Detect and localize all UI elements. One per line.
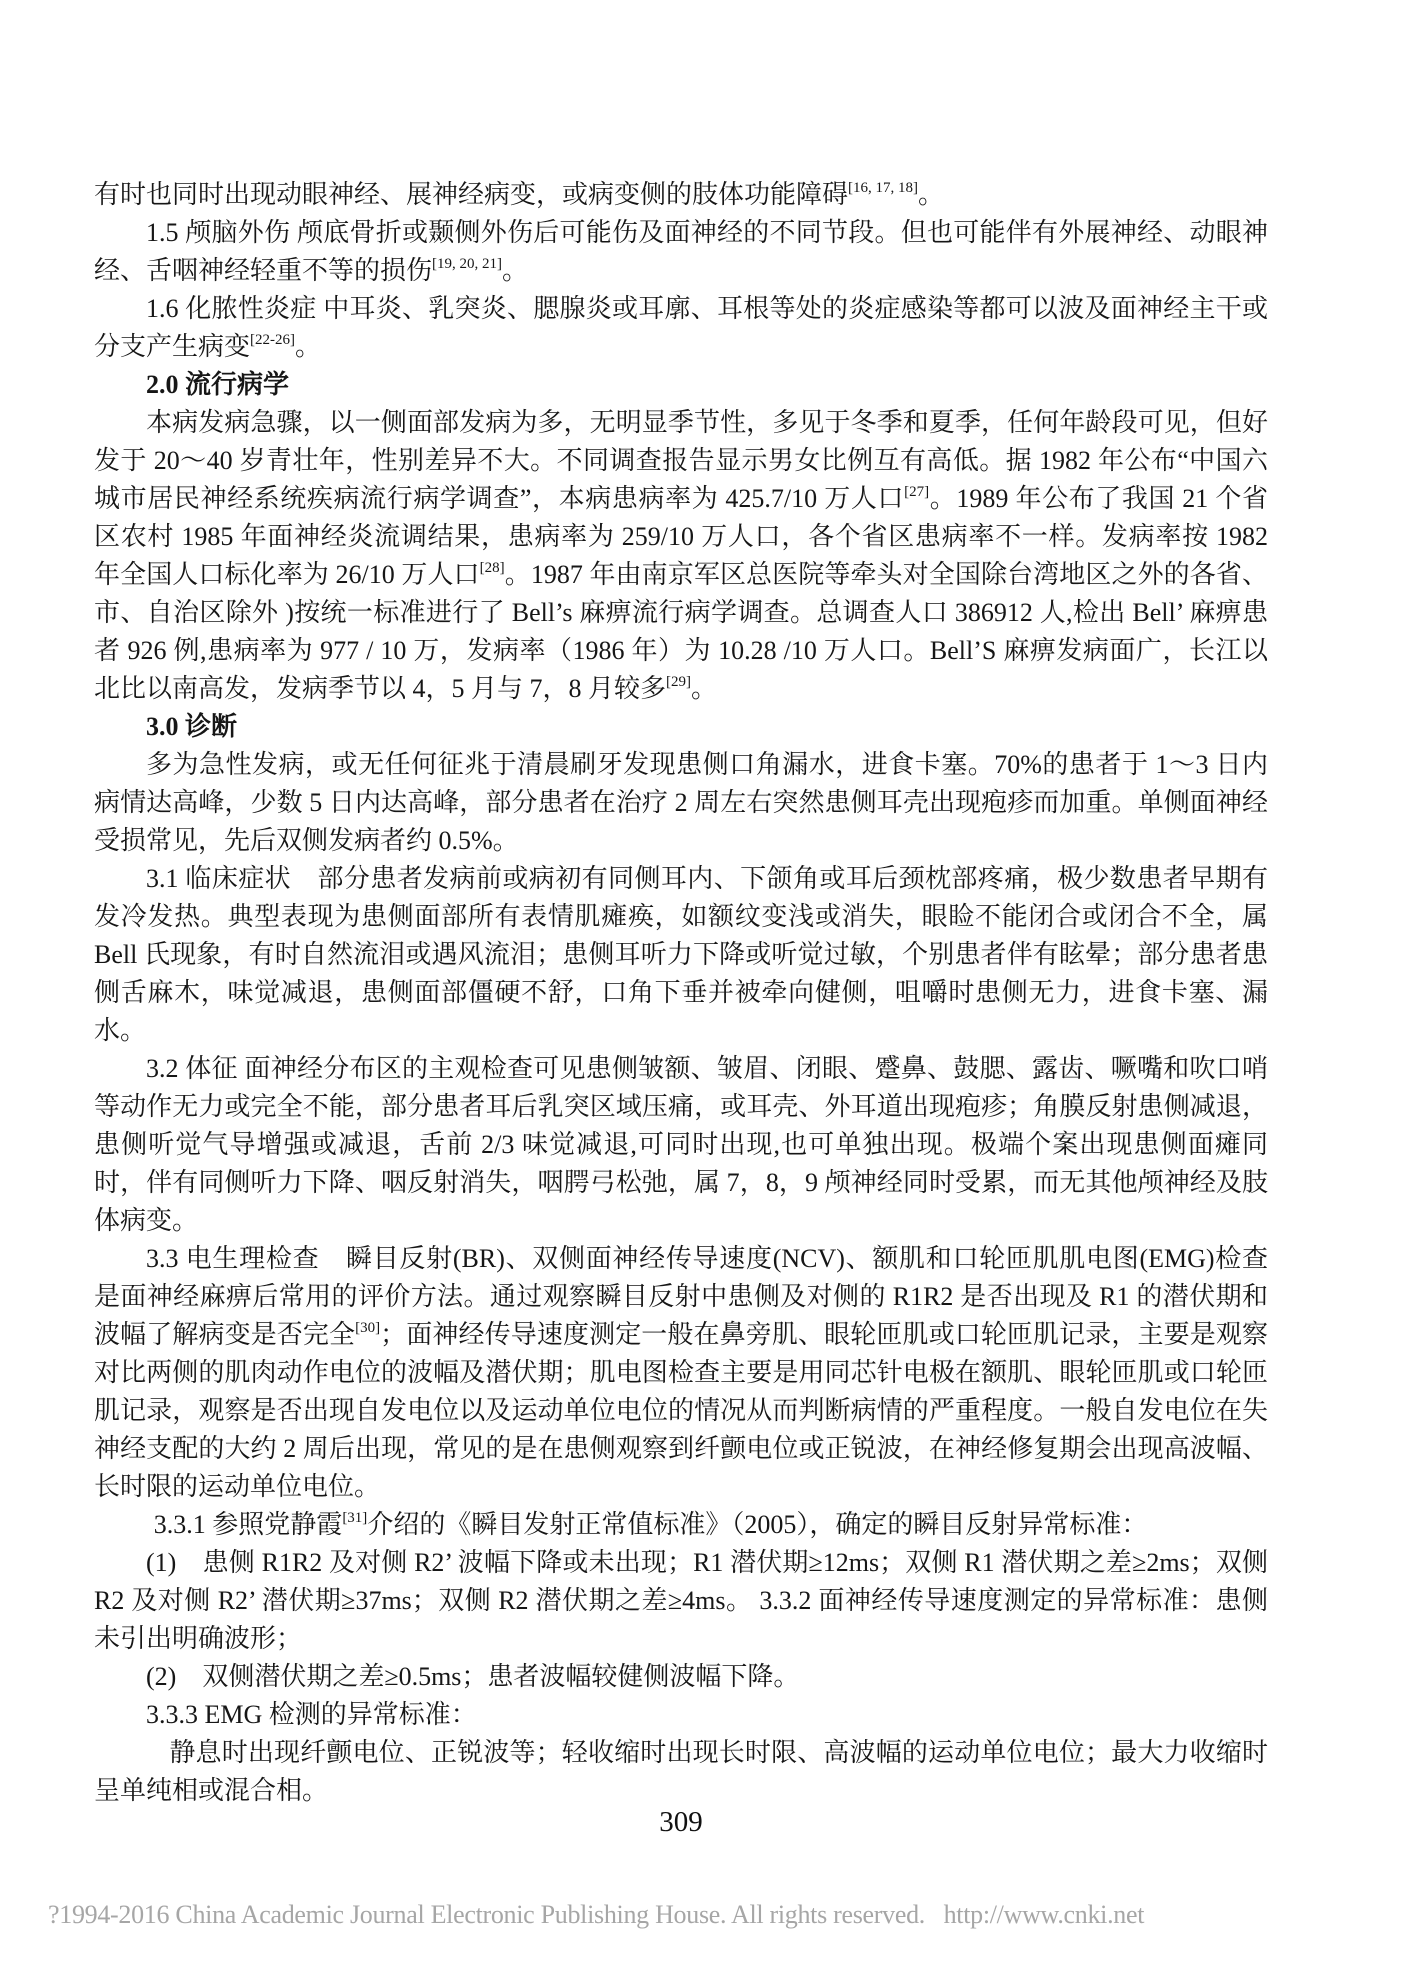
citation-ref: [19, 20, 21] — [432, 255, 503, 272]
p-section-3-3-3-emg-standard: 3.3.3 EMG 检测的异常标准： — [146, 1700, 477, 1729]
p-criterion-1: (1) 患侧 R1R2 及对侧 R2’ 波幅下降或未出现；R1 潜伏期≥12ms；双侧 R1 潜伏期之差≥2ms；双侧 R2 及对侧 R2’ 潜伏期≥37ms；双侧 R2 潜伏期之差≥4ms。 3.3.2 面神经传导速度测定的异常标准：患侧未引出明确波形； — [94, 1548, 1268, 1653]
p-section-3-2-signs: 3.2 体征 面神经分布区的主观检查可见患侧皱额、皱眉、闭眼、蹙鼻、鼓腮、露齿、噘嘴和吹口哨等动作无力或完全不能，部分患者耳后乳突区域压痛，或耳壳、外耳道出现疱疹；角膜反射患侧减退，患侧听觉气导增强或减退，舌前 2/3 味觉减退,可同时出现,也可单独出现。极端个案出现患侧面瘫同时，伴有同侧听力下降、咽反射消失，咽腭弓松弛，属 7，8，9 颅神经同时受累，而无其他颅神经及肢体病变。 — [94, 1054, 1268, 1235]
p-emg-findings: 静息时出现纤颤电位、正锐波等；轻收缩时出现长时限、高波幅的运动单位电位；最大力收缩时呈单纯相或混合相。 — [94, 1738, 1268, 1805]
page-number: 309 — [659, 1806, 703, 1838]
p-section-3-3-electrophysiology: 3.3 电生理检查 瞬目反射(BR)、双侧面神经传导速度(NCV)、额肌和口轮匝肌肌电图(EMG)检查是面神经麻痹后常用的评价方法。通过观察瞬目反射中患侧及对侧的 R1R2 是否出现及 R1 的潜伏期和波幅了解病变是否完全[30]；面神经传导速度测定一般在鼻旁肌、眼轮匝肌或口轮匝肌记录，主要是观察对比两侧的肌肉动作电位的波幅及潜伏期；肌电图检查主要是用同芯针电极在额肌、眼轮匝肌或口轮匝肌记录，观察是否出现自发电位以及运动单位电位的情况从而判断病情的严重程度。一般自发电位在失神经支配的大约 2 周后出现，常见的是在患侧观察到纤颤电位或正锐波，在神经修复期会出现高波幅、长时限的运动单位电位。 — [94, 1244, 1268, 1501]
p-criterion-2: (2) 双侧潜伏期之差≥0.5ms；患者波幅较健侧波幅下降。 — [146, 1662, 800, 1691]
p-epidemiology-body: 本病发病急骤，以一侧面部发病为多，无明显季节性，多见于冬季和夏季，任何年龄段可见，但好发于 20～40 岁青壮年，性别差异不大。不同调查报告显示男女比例互有高低。据 1982 年公布“中国六城市居民神经系统疾病流行病学调查”，本病患病率为 425.7/10 万人口[27]。1989 年公布了我国 21 个省区农村 1985 年面神经炎流调结果，患病率为 259/10 万人口，各个省区患病率不一样。发病率按 1982 年全国人口标化率为 26/10 万人口[28]。1987 年由南京军区总医院等牵头对全国除台湾地区之外的各省、市、自治区除外 )按统一标准进行了 Bell’s 麻痹流行病学调查。总调查人口 386912 人,检出 Bell’ 麻痹患者 926 例,患病率为 977 / 10 万，发病率（1986 年）为 10.28 /10 万人口。Bell’S 麻痹发病面广，长江以北比以南高发，发病季节以 4，5 月与 7，8 月较多[29]。 — [94, 408, 1268, 703]
citation-ref: [28] — [479, 559, 505, 576]
citation-ref: [22-26] — [250, 331, 296, 348]
p-section-1-5-head-trauma: 1.5 颅脑外伤 颅底骨折或颞侧外伤后可能伤及面神经的不同节段。但也可能伴有外展神经、动眼神经、舌咽神经轻重不等的损伤[19, 20, 21]。 — [94, 218, 1268, 285]
copyright-footer: ?1994-2016 China Academic Journal Electronic Publishing House. All rights reserved. http://www.cnki.net — [48, 1900, 1145, 1929]
p-continuation-cranial-nerves: 有时也同时出现动眼神经、展神经病变，或病变侧的肢体功能障碍[16, 17, 18]。 — [94, 179, 945, 209]
article-body — [94, 176, 1268, 1810]
h-section-3-0-diagnosis: 3.0 诊断 — [146, 712, 238, 741]
p-section-1-6-suppurative-inflammation: 1.6 化脓性炎症 中耳炎、乳突炎、腮腺炎或耳廓、耳根等处的炎症感染等都可以波及面神经主干或分支产生病变[22-26]。 — [94, 294, 1268, 361]
h-section-2-0-epidemiology: 2.0 流行病学 — [146, 370, 290, 399]
p-section-3-3-1-blink-reflex-standard: 3.3.1 参照党静霞[31]介绍的《瞬目发射正常值标准》（2005），确定的瞬目反射异常标准： — [153, 1509, 1148, 1539]
citation-ref: [27] — [904, 483, 930, 500]
p-diagnosis-onset: 多为急性发病，或无任何征兆于清晨刷牙发现患侧口角漏水，进食卡塞。70%的患者于 1～3 日内病情达高峰，少数 5 日内达高峰，部分患者在治疗 2 周左右突然患侧耳壳出现疱疹而加重。单侧面神经受损常见，先后双侧发病者约 0.5%。 — [94, 750, 1268, 855]
citation-ref: [30] — [355, 1319, 381, 1336]
citation-ref: [31] — [342, 1509, 368, 1526]
p-section-3-1-clinical-symptoms: 3.1 临床症状 部分患者发病前或病初有同侧耳内、下颌角或耳后颈枕部疼痛，极少数患者早期有发冷发热。典型表现为患侧面部所有表情肌瘫痪，如额纹变浅或消失，眼睑不能闭合或闭合不全，属 Bell 氏现象，有时自然流泪或遇风流泪；患侧耳听力下降或听觉过敏，个别患者伴有眩晕；部分患者患侧舌麻木，味觉减退，患侧面部僵硬不舒，口角下垂并被牵向健侧，咀嚼时患侧无力，进食卡塞、漏水。 — [94, 864, 1268, 1045]
citation-ref: [16, 17, 18] — [848, 179, 919, 196]
citation-ref: [29] — [666, 673, 692, 690]
